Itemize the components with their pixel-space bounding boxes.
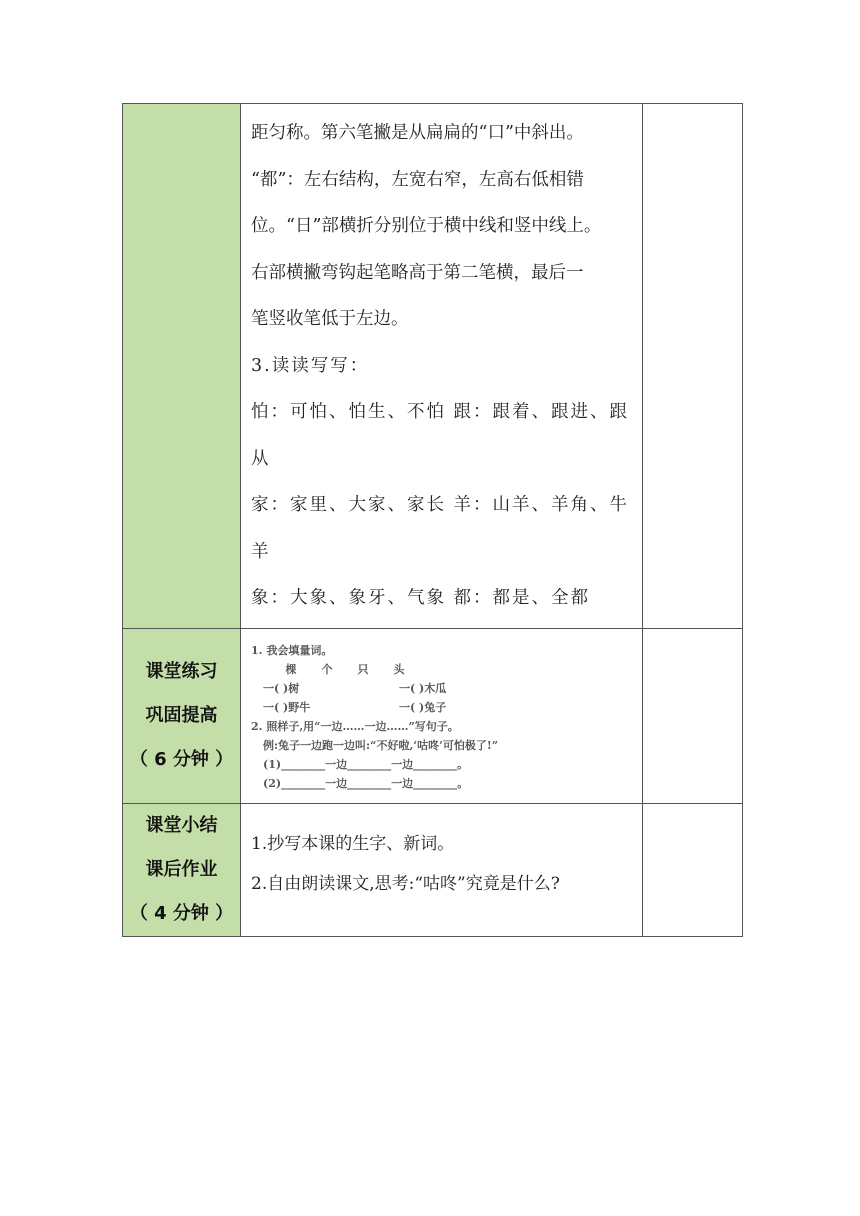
text-line: 笔竖收笔低于左边。	[251, 309, 409, 329]
fill-blank-item: 一( )野牛	[263, 700, 311, 714]
measure-word: 只	[357, 662, 369, 676]
fill-blank-item: 一( )兔子	[399, 700, 447, 714]
section-label: （ 4 分钟 ）	[129, 902, 234, 924]
table-row	[123, 104, 743, 629]
notes-cell	[643, 803, 743, 936]
lesson-plan-table	[122, 103, 743, 937]
fill-blank-item: 一( )树	[263, 681, 300, 695]
sentence-blank: (1)________一边________一边________。	[263, 757, 469, 771]
section-label: 课堂练习	[145, 660, 218, 682]
exercise-cell	[241, 628, 643, 803]
homework-item: 2.自由朗读课文,思考:“咕咚”究竟是什么?	[251, 873, 560, 894]
section-label-cell	[123, 104, 241, 629]
notes-cell	[643, 628, 743, 803]
measure-word: 个	[321, 662, 333, 676]
text-line: 位。“日”部横折分别位于横中线和竖中线上。	[251, 216, 602, 236]
homework-cell	[241, 803, 643, 936]
section-label: （ 6 分钟 ）	[129, 748, 234, 770]
exercise-question: 1. 我会填量词。	[251, 643, 333, 657]
text-line: “都”：左右结构，左宽右窄，左高右低相错	[251, 169, 584, 190]
text-line: 距匀称。第六笔撇是从扁扁的“口”中斜出。	[251, 123, 584, 143]
section-label: 课堂小结	[145, 814, 218, 836]
measure-word-list	[251, 660, 636, 679]
content-cell	[241, 104, 643, 629]
fill-blank-item: 一( )木瓜	[399, 681, 447, 695]
text-line: 3.读读写写：	[251, 355, 370, 376]
fill-blank-row	[251, 698, 636, 717]
text-line: 从	[251, 448, 271, 469]
table-row	[123, 803, 743, 936]
table-row	[123, 628, 743, 803]
section-label-cell	[123, 628, 241, 803]
measure-word: 头	[393, 662, 405, 676]
text-line: 家：家里、大家、家长 羊：山羊、羊角、牛	[251, 495, 630, 515]
text-line: 象：大象、象牙、气象 都：都是、全都	[251, 588, 591, 608]
fill-blank-row	[251, 679, 636, 698]
text-line: 右部横撇弯钩起笔略高于第二笔横，最后一	[251, 262, 584, 283]
text-line: 羊	[251, 541, 271, 562]
exercise-image	[241, 629, 642, 803]
exercise-question: 2. 照样子,用“一边……一边……”写句子。	[251, 719, 459, 733]
example-sentence: 例:兔子一边跑一边叫:“不好啦,‘咕咚’可怕极了!”	[263, 738, 499, 752]
section-label: 巩固提高	[145, 704, 218, 726]
text-line: 怕：可怕、怕生、不怕 跟：跟着、跟进、跟	[251, 402, 630, 422]
notes-cell	[643, 104, 743, 629]
homework-item: 1.抄写本课的生字、新词。	[251, 833, 455, 854]
section-label-cell	[123, 803, 241, 936]
sentence-blank: (2)________一边________一边________。	[263, 776, 469, 790]
section-label: 课后作业	[145, 858, 218, 880]
measure-word: 棵	[285, 662, 297, 676]
